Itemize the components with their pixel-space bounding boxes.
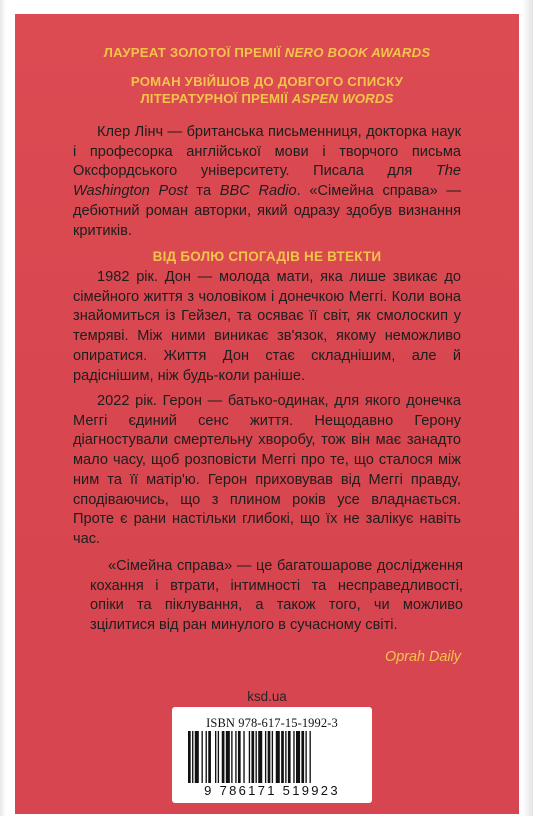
- author-bio: [73, 123, 461, 241]
- barcode-bar: [238, 731, 241, 783]
- isbn-number: ISBN 978-617-15-1992-3: [206, 716, 338, 730]
- tagline-headline: ВІД БОЛЮ СПОГАДІВ НЕ ВТЕКТИ: [152, 249, 382, 264]
- barcode-graphic: [186, 731, 358, 783]
- award-nero-title: NERO BOOK AWARDS: [284, 45, 431, 60]
- barcode-bar: [268, 731, 271, 783]
- barcode-bar: [265, 731, 266, 783]
- author-bio-part1: Клер Лінч — британська письменниця, докторка наук і професорка англійської мови і творчого письма Оксфордського університету. Писала для: [73, 124, 461, 180]
- barcode-bar: [281, 731, 284, 783]
- book-back-cover: [15, 14, 519, 814]
- review-source: Oprah Daily: [385, 649, 461, 665]
- barcode-bar: [243, 731, 244, 783]
- award-line-aspen: [15, 90, 519, 107]
- barcode-bar: [188, 731, 191, 783]
- award-line-longlist: РОМАН УВІЙШОВ ДО ДОВГОГО СПИСКУ: [130, 74, 404, 89]
- publisher-website: ksd.ua: [247, 689, 287, 704]
- barcode-bar: [272, 731, 273, 783]
- barcode-bar: [206, 731, 207, 783]
- barcode-bar: [235, 731, 236, 783]
- barcode-bar: [258, 731, 262, 783]
- barcode-bar: [305, 731, 306, 783]
- synopsis-paragraph-1: 1982 рік. Дон — молода мати, яка лише звикає до сімейного життя з чоловіком і донечкою Меггі. Коли вона знайомиться із Гейзел, та осяває її світ, як смолоскип у темряві. Між ними виникає зв'язок, якому неможливо опиратися. Життя Дон стає складнішим, але й радіснішим, ніж будь-коли раніше.: [73, 269, 461, 384]
- barcode-digits: 9 786171 519923: [204, 783, 340, 798]
- synopsis-paragraph-2: 2022 рік. Герон — батько-одинак, для якого донечка Меггі єдиний сенс життя. Нещодавно Герону діагностували смертельну хворобу, тож він має занадто мало часу, щоб розповісти Меггі про те, що сталося між ним та її матір'ю. Герон приховував від Меггі правду, сподіваючись, що з плином років усе владнається. Проте є рани настільки глибокі, що їх не залікує навіть час.: [73, 393, 461, 547]
- barcode-bar: [215, 731, 216, 783]
- barcode-bar: [276, 731, 280, 783]
- barcode-bar: [301, 731, 304, 783]
- author-bio-part2: та: [187, 183, 220, 200]
- award-line-nero: [15, 44, 519, 61]
- barcode-bar: [192, 731, 193, 783]
- barcode-bar: [285, 731, 286, 783]
- barcode-bar: [293, 731, 294, 783]
- barcode-bar: [256, 731, 257, 783]
- award-aspen-prefix: ЛІТЕРАТУРНОЇ ПРЕМІЇ: [140, 91, 292, 106]
- award-nero-prefix: ЛАУРЕАТ ЗОЛОТОЇ ПРЕМІЇ: [103, 45, 285, 60]
- author-bio-part3: . «Сімейна справа» — дебютний роман авторки, який одразу здобув визнання критиків.: [73, 183, 461, 239]
- barcode-bar: [251, 731, 254, 783]
- barcode-bar: [222, 731, 225, 783]
- barcode-bar: [310, 731, 311, 783]
- barcode-bar: [231, 731, 232, 783]
- author-bio-publication-2: BBC Radio: [219, 183, 297, 200]
- review-quote: «Сімейна справа» — це багатошарове дослідження кохання і втрати, інтимності та несправедливості, опіки та піклування, а також того, чи можливо зцілитися від ран минулого в сучасному світі.: [90, 558, 463, 634]
- barcode-bar: [249, 731, 250, 783]
- barcode-bar: [195, 731, 199, 783]
- barcode-bar: [288, 731, 291, 783]
- award-aspen-title: ASPEN WORDS: [291, 91, 394, 106]
- barcode-bar: [202, 731, 203, 783]
- barcode-bar: [218, 731, 219, 783]
- barcode-bar: [226, 731, 230, 783]
- author-bio-publication-1: The Washington Post: [73, 163, 461, 200]
- barcode-bar: [296, 731, 300, 783]
- barcode-bar: [208, 731, 211, 783]
- barcode-panel: [172, 707, 372, 803]
